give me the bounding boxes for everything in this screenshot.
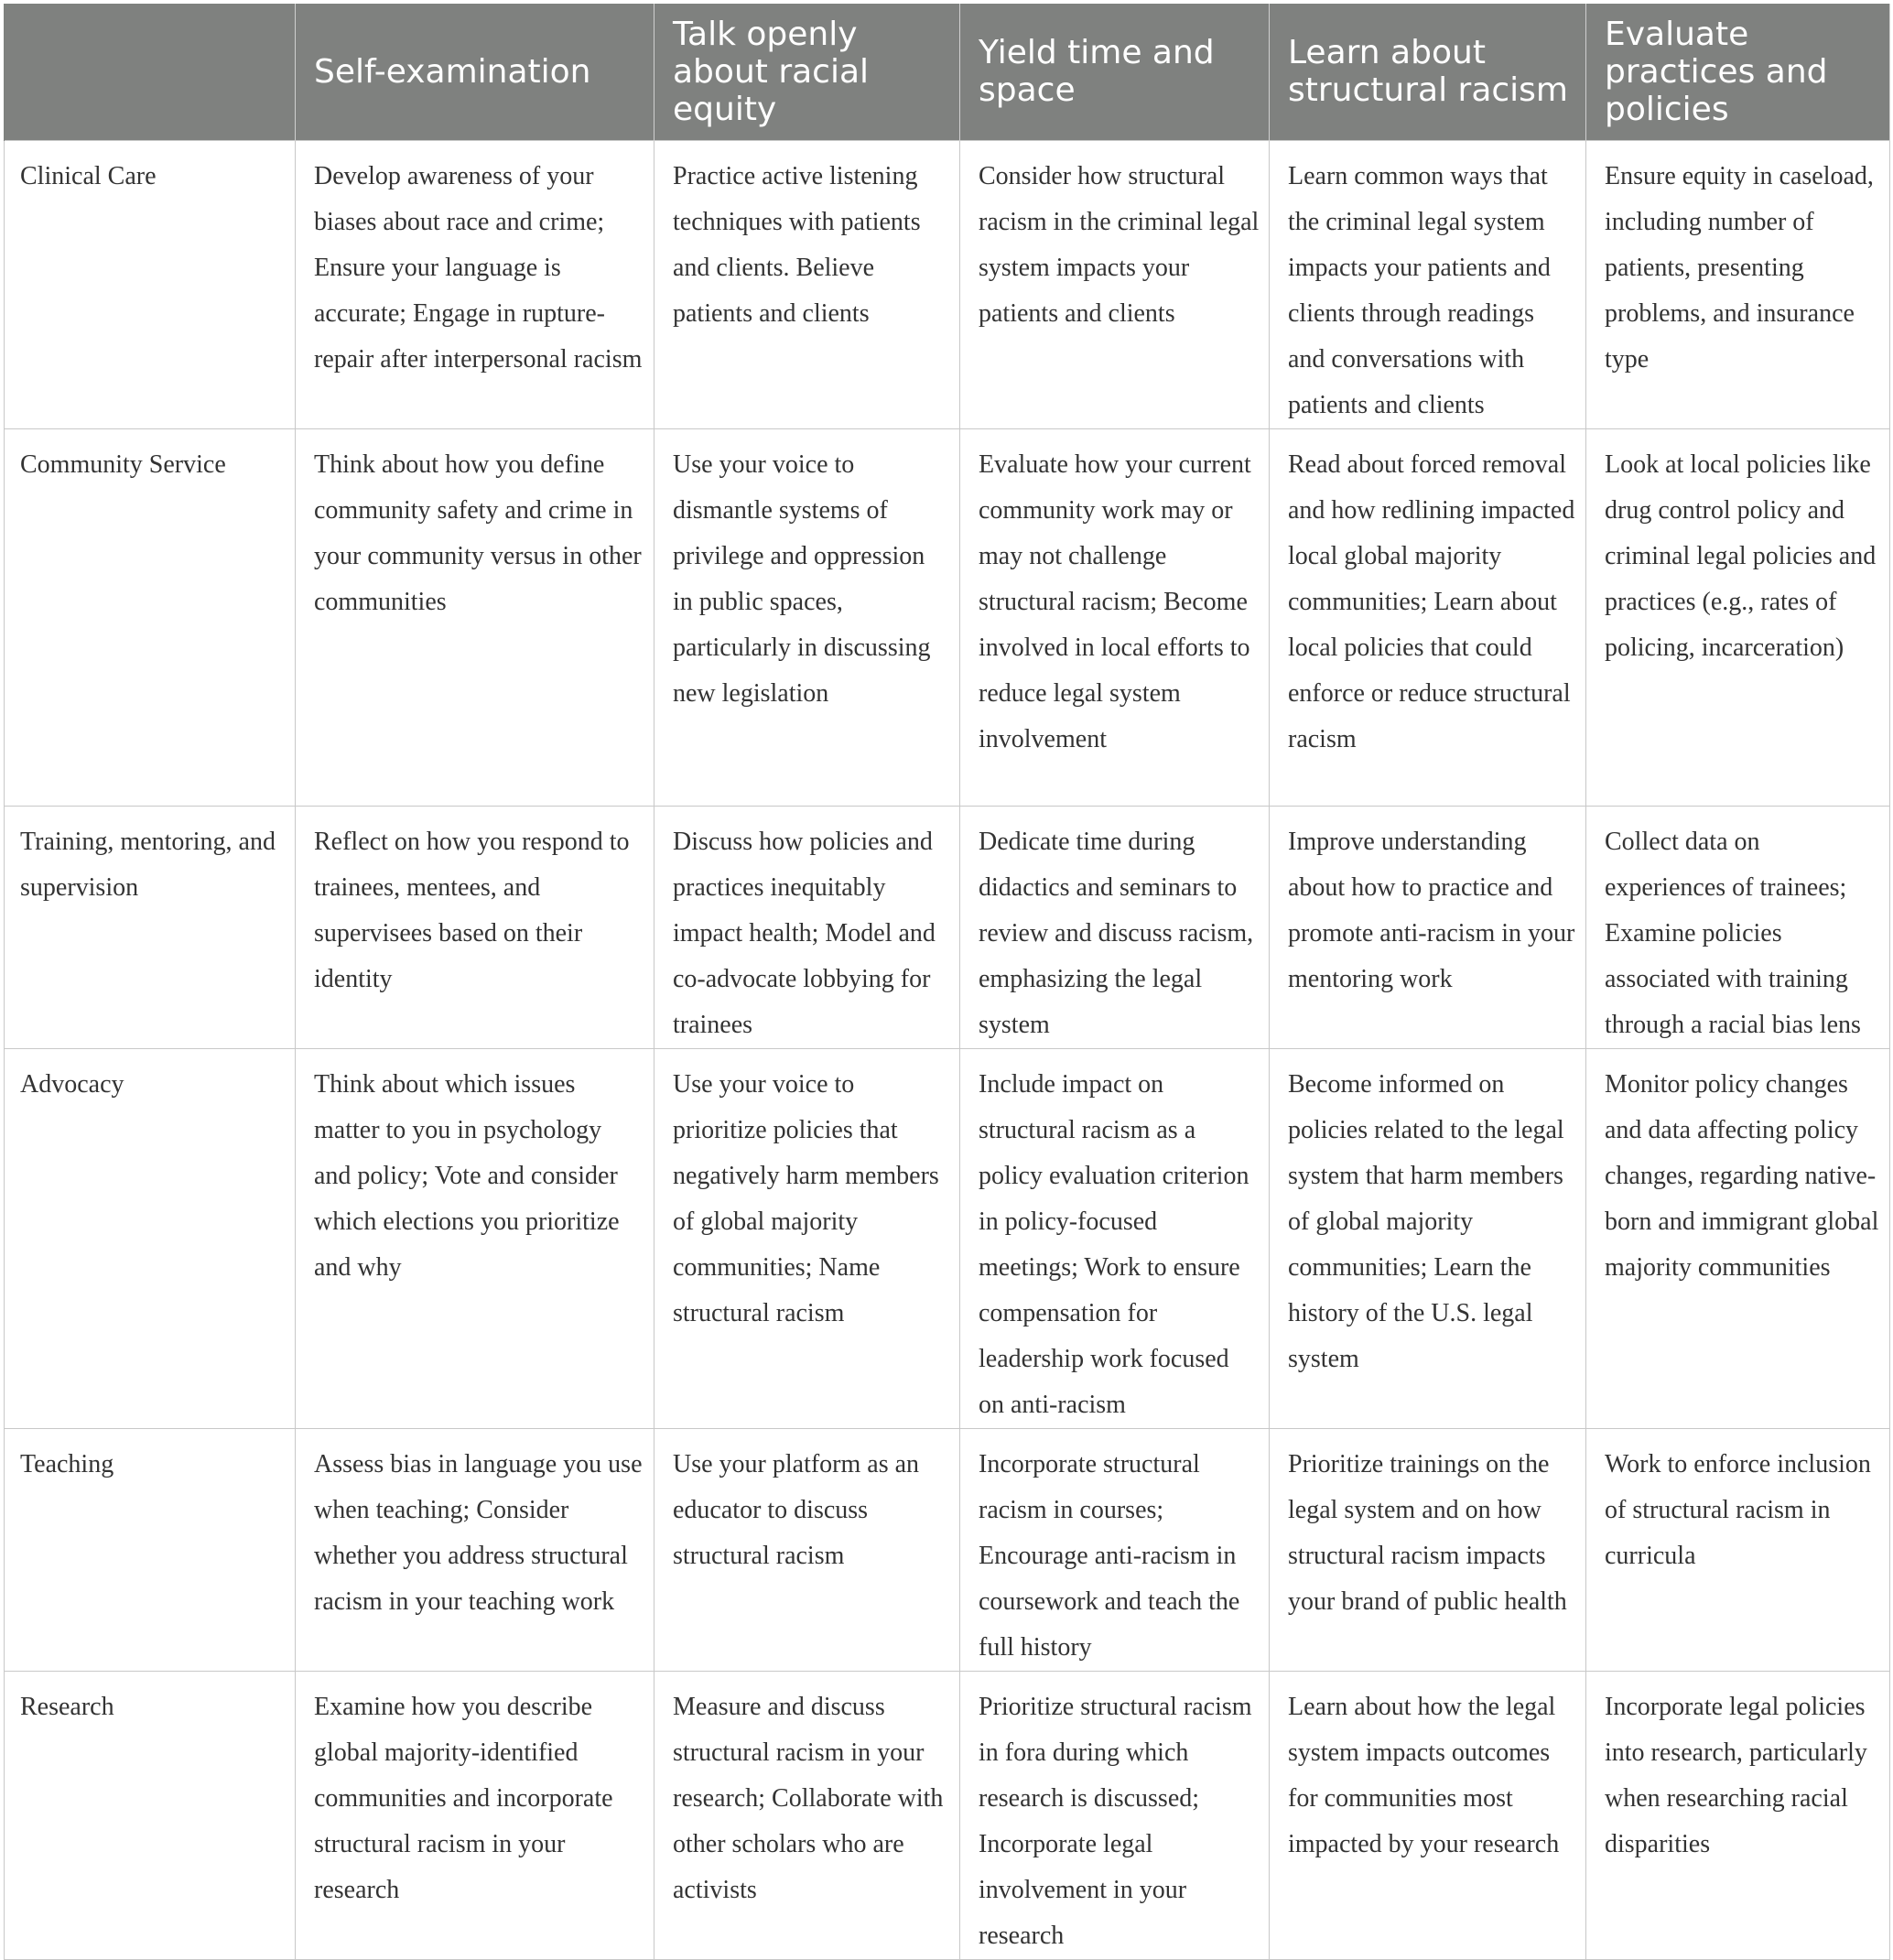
table-cell: Learn common ways that the criminal legal system impacts your patients and clients through readings and conversations with patients and clients [1270, 140, 1586, 428]
table-cell: Use your voice to prioritize policies that negatively harm members of global majority communities; Name structural racism [654, 1048, 960, 1428]
row-header: Clinical Care [5, 140, 296, 428]
table-cell: Practice active listening techniques with patients and clients. Believe patients and clients [654, 140, 960, 428]
column-header-learn-structural-racism: Learn about structural racism [1270, 4, 1586, 140]
row-header: Advocacy [5, 1048, 296, 1428]
table-cell: Collect data on experiences of trainees; Examine policies associated with training through a racial bias lens [1586, 806, 1890, 1048]
table-cell: Discuss how policies and practices inequitably impact health; Model and co-advocate lobbying for trainees [654, 806, 960, 1048]
header-corner-cell [5, 4, 296, 140]
table-cell: Ensure equity in caseload, including number of patients, presenting problems, and insurance type [1586, 140, 1890, 428]
table-cell: Measure and discuss structural racism in your research; Collaborate with other scholars who are activists [654, 1671, 960, 1959]
table-cell: Look at local policies like drug control policy and criminal legal policies and practices (e.g., rates of policing, incarceration) [1586, 428, 1890, 806]
table-cell: Develop awareness of your biases about race and crime; Ensure your language is accurate; Engage in rupture-repair after interpersonal racism [296, 140, 654, 428]
table-cell: Monitor policy changes and data affecting policy changes, regarding native-born and immigrant global majority communities [1586, 1048, 1890, 1428]
table-cell: Prioritize trainings on the legal system and on how structural racism impacts your brand of public health [1270, 1428, 1586, 1671]
table-cell: Evaluate how your current community work may or may not challenge structural racism; Become involved in local efforts to reduce legal system involvement [960, 428, 1270, 806]
table-cell: Dedicate time during didactics and seminars to review and discuss racism, emphasizing the legal system [960, 806, 1270, 1048]
table-cell: Incorporate legal policies into research, particularly when researching racial disparities [1586, 1671, 1890, 1959]
row-header: Research [5, 1671, 296, 1959]
row-header: Community Service [5, 428, 296, 806]
table-row-community-service [5, 428, 1890, 806]
table-row-advocacy [5, 1048, 1890, 1428]
column-header-yield-time: Yield time and space [960, 4, 1270, 140]
table-cell: Think about how you define community safety and crime in your community versus in other communities [296, 428, 654, 806]
row-header: Teaching [5, 1428, 296, 1671]
row-header: Training, mentoring, and supervision [5, 806, 296, 1048]
table-cell: Assess bias in language you use when teaching; Consider whether you address structural racism in your teaching work [296, 1428, 654, 1671]
column-header-talk-openly: Talk openly about racial equity [654, 4, 960, 140]
table-header [5, 4, 1890, 140]
column-header-evaluate-practices: Evaluate practices and policies [1586, 4, 1890, 140]
table-cell: Use your voice to dismantle systems of privilege and oppression in public spaces, particularly in discussing new legislation [654, 428, 960, 806]
table-cell: Become informed on policies related to the legal system that harm members of global majority communities; Learn the history of the U.S. legal system [1270, 1048, 1586, 1428]
table-cell: Work to enforce inclusion of structural racism in curricula [1586, 1428, 1890, 1671]
table-row-teaching [5, 1428, 1890, 1671]
table-row-training [5, 806, 1890, 1048]
table-cell: Consider how structural racism in the criminal legal system impacts your patients and clients [960, 140, 1270, 428]
table-cell: Read about forced removal and how redlining impacted local global majority communities; Learn about local policies that could enforce or reduce structural racism [1270, 428, 1586, 806]
table-cell: Think about which issues matter to you in psychology and policy; Vote and consider which elections you prioritize and why [296, 1048, 654, 1428]
table-cell: Learn about how the legal system impacts outcomes for communities most impacted by your research [1270, 1671, 1586, 1959]
header-row [5, 4, 1890, 140]
column-header-self-examination: Self-examination [296, 4, 654, 140]
table-cell: Use your platform as an educator to discuss structural racism [654, 1428, 960, 1671]
table-cell: Improve understanding about how to practice and promote anti-racism in your mentoring work [1270, 806, 1586, 1048]
recommendations-table [4, 4, 1890, 1960]
table-body [5, 140, 1890, 1959]
table-cell: Reflect on how you respond to trainees, mentees, and supervisees based on their identity [296, 806, 654, 1048]
table-cell: Incorporate structural racism in courses; Encourage anti-racism in coursework and teach the full history [960, 1428, 1270, 1671]
table-cell: Examine how you describe global majority-identified communities and incorporate structural racism in your research [296, 1671, 654, 1959]
table-cell: Include impact on structural racism as a policy evaluation criterion in policy-focused meetings; Work to ensure compensation for leadership work focused on anti-racism [960, 1048, 1270, 1428]
table-row-clinical-care [5, 140, 1890, 428]
table-cell: Prioritize structural racism in fora during which research is discussed; Incorporate legal involvement in your research [960, 1671, 1270, 1959]
table-row-research [5, 1671, 1890, 1959]
